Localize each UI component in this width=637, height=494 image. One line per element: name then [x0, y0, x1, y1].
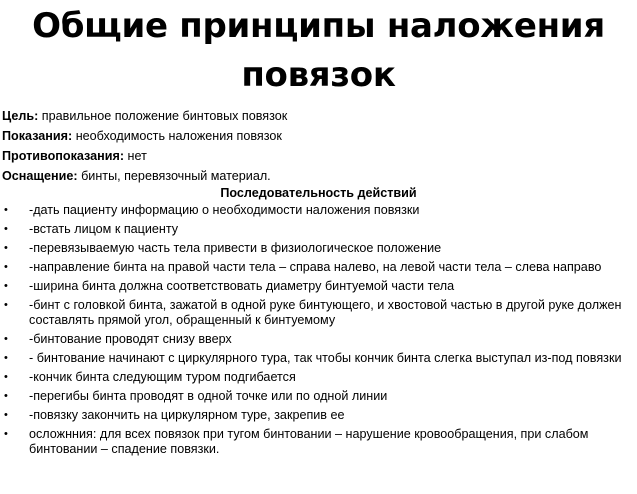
meta-value: правильное положение бинтовых повязок — [38, 109, 288, 123]
slide-title — [0, 2, 637, 100]
meta-label: Противопоказания: — [2, 149, 125, 163]
list-item — [0, 370, 637, 385]
bullet-icon: • — [4, 352, 8, 364]
step-text: -встать лицом к пациенту — [29, 222, 179, 236]
meta-value: бинты, перевязочный материал. — [77, 169, 271, 183]
step-text: -перегибы бинта проводят в одной точке или по одной линии — [29, 389, 388, 403]
list-item — [0, 203, 637, 218]
step-text: -направление бинта на правой части тела – справа налево, на левой части тела – слева направо — [29, 260, 602, 274]
bullet-icon: • — [4, 261, 8, 273]
meta-row-equipment — [2, 166, 634, 186]
list-item — [0, 298, 637, 328]
step-text: -повязку закончить на циркулярном туре, закрепив ее — [29, 408, 345, 422]
meta-row-indications — [2, 126, 634, 146]
list-item — [0, 332, 637, 347]
sequence-heading: Последовательность действий — [220, 186, 417, 200]
meta-label: Показания: — [2, 129, 73, 143]
meta-row-goal — [2, 106, 634, 126]
meta-label: Цель: — [2, 109, 39, 123]
list-item — [0, 279, 637, 294]
step-text: -дать пациенту информацию о необходимости наложения повязки — [29, 203, 420, 217]
list-item — [0, 241, 637, 256]
list-item — [0, 222, 637, 237]
meta-label: Оснащение: — [2, 169, 78, 183]
bullet-icon: • — [4, 390, 8, 402]
step-text: - бинтование начинают с циркулярного тура, так чтобы кончик бинта слегка выступал из-под повязки — [29, 351, 622, 365]
step-text: -бинт с головкой бинта, зажатой в одной руке бинтующего, и хвостовой частью в другой руке должен составлять прямой угол, обращенный к бинтуемому — [29, 298, 622, 327]
bullet-icon: • — [4, 428, 8, 440]
list-item — [0, 389, 637, 404]
bullet-icon: • — [4, 409, 8, 421]
meta-row-contraindications — [2, 146, 634, 166]
bullet-icon: • — [4, 371, 8, 383]
step-text: -ширина бинта должна соответствовать диаметру бинтуемой части тела — [29, 279, 455, 293]
bullet-icon: • — [4, 333, 8, 345]
step-text: -бинтование проводят снизу вверх — [29, 332, 232, 346]
list-item — [0, 408, 637, 423]
meta-block — [2, 106, 634, 186]
bullet-icon: • — [4, 242, 8, 254]
list-item — [0, 427, 637, 457]
steps-list — [0, 203, 637, 461]
list-item — [0, 351, 637, 366]
meta-value: нет — [124, 149, 147, 163]
step-text: -кончик бинта следующим туром подгибается — [29, 370, 296, 384]
slide-title-line-1: Общие принципы наложения — [32, 6, 605, 46]
bullet-icon: • — [4, 223, 8, 235]
list-item — [0, 260, 637, 275]
bullet-icon: • — [4, 299, 8, 311]
bullet-icon: • — [4, 204, 8, 216]
step-text: -перевязываемую часть тела привести в физиологическое положение — [29, 241, 442, 255]
slide-title-line-2: повязок — [241, 55, 396, 95]
meta-value: необходимость наложения повязок — [72, 129, 282, 143]
bullet-icon: • — [4, 280, 8, 292]
step-text: осложнния: для всех повязок при тугом бинтовании – нарушение кровообращения, при слабом бинтовании – спадение повязки. — [29, 427, 589, 456]
